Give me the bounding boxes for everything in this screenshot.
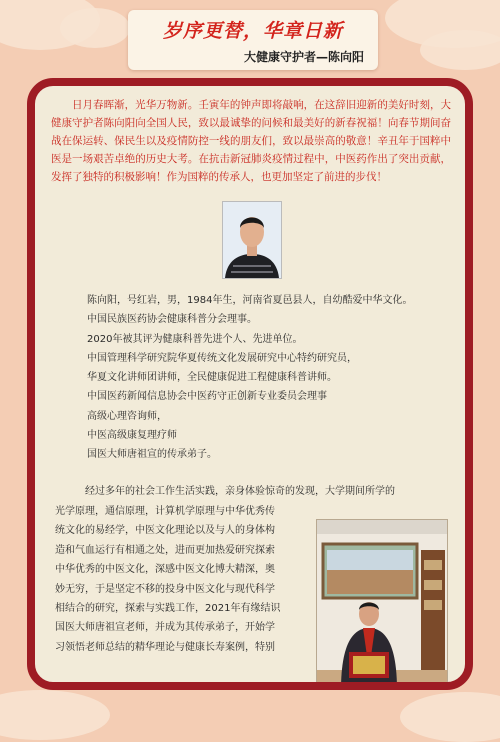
portrait-photo xyxy=(222,201,282,279)
cloud-decoration xyxy=(60,8,130,48)
story-line: 统文化的易经学，中医文化理论以及与人的身体构 xyxy=(55,525,275,537)
bio-line: 中国民族医药协会健康科普分会理事。 xyxy=(87,314,257,326)
intro-paragraph: 日月春晖渐，光华万物新。壬寅年的钟声即将敲响，在这辞旧迎新的美好时刻，大健康守护者陈向阳向全国人民，致以最诚挚的问候和最美好的新春祝福！向春节期间奋战在保运转、保民生以及疫情防控一线的朋友们，致以最崇高的敬意！辛丑年于国粹中医是一场艰苦卓绝的历史大考。在抗击新冠肺炎疫情过程中，中医药作出了突出贡献，发挥了独特的积极影响！作为国粹的传承人，也更加坚定了前进的步伐！ xyxy=(51,99,451,183)
bio-line: 陈向阳，号红岩，男，1984年生，河南省夏邑县人，自幼酷爱中华文化。 xyxy=(87,295,413,306)
cloud-decoration xyxy=(0,690,110,740)
story-line: 中华优秀的中医文化，深感中医文化博大精深，奥 xyxy=(55,564,275,576)
bio-list xyxy=(87,291,457,465)
cloud-decoration xyxy=(400,692,500,742)
story-line: 习领悟老师总结的精华理论与健康长寿案例，特别 xyxy=(55,641,275,653)
bio-line: 国医大师唐祖宣的传承弟子。 xyxy=(87,449,217,461)
bio-line: 中国管理科学研究院华夏传统文化发展研究中心特约研究员， xyxy=(87,352,357,364)
page-subtitle: 大健康守护者—陈向阳 xyxy=(243,50,364,64)
header-banner xyxy=(128,10,378,70)
story-paragraph xyxy=(55,502,313,657)
story-line: 光学原理，通信原理，计算机学原理与中华优秀传 xyxy=(55,506,275,517)
bio-line: 中国医药新闻信息协会中医药守正创新专业委员会理事 xyxy=(87,391,327,403)
bio-line: 中医高级康复理疗师 xyxy=(87,430,177,442)
bio-line: 高级心理咨询师， xyxy=(87,410,167,422)
content-frame xyxy=(27,78,473,690)
story-line: 国医大师唐祖宣老师，并成为其传承弟子，开始学 xyxy=(55,622,275,634)
story-line: 造和气血运行有相通之处，进而更加热爱研究探索 xyxy=(55,544,275,556)
bio-line: 华夏文化讲师团讲师，全民健康促进工程健康科普讲师。 xyxy=(87,372,337,384)
office-photo xyxy=(316,519,448,690)
story-line: 妙无穷，于是坚定不移的投身中医文化与现代科学 xyxy=(55,583,275,595)
person-with-certificate-icon xyxy=(317,520,447,690)
story-line: 相结合的研究，探索与实践工作，2021年有缘结识 xyxy=(55,603,281,615)
cloud-decoration xyxy=(420,30,500,70)
story-paragraph-start: 经过多年的社会工作生活实践，亲身体验惊奇的发现，大学期间所学的 xyxy=(85,486,395,497)
person-portrait-icon xyxy=(223,202,281,278)
page-title: 岁序更替，华章日新 xyxy=(162,20,343,42)
bio-line: 2020年被其评为健康科普先进个人、先进单位。 xyxy=(87,333,303,345)
